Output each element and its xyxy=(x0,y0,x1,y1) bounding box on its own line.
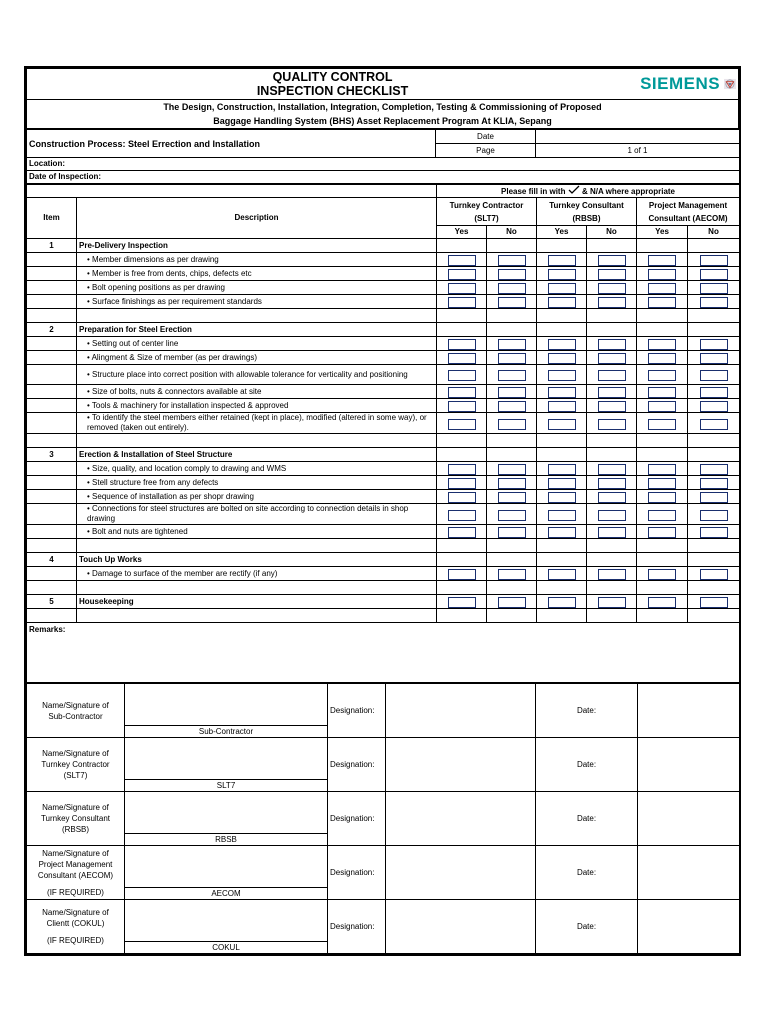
checkbox[interactable] xyxy=(598,569,626,580)
section-header-row xyxy=(27,595,740,609)
inspection-date-field[interactable]: Date of Inspection: xyxy=(27,171,536,184)
section-title: Erection & Installation of Steel Structure xyxy=(77,448,437,462)
checkbox[interactable] xyxy=(648,464,676,475)
signature-row xyxy=(27,792,740,846)
checkbox[interactable] xyxy=(648,569,676,580)
checkbox[interactable] xyxy=(448,419,476,430)
designation-field[interactable] xyxy=(386,900,536,954)
checklist-item-row xyxy=(27,385,740,399)
checkbox[interactable] xyxy=(648,370,676,381)
section-number: 4 xyxy=(27,553,77,567)
checkbox[interactable] xyxy=(448,283,476,294)
checkbox[interactable] xyxy=(498,283,526,294)
checkbox[interactable] xyxy=(548,492,576,503)
signatory-label: Name/Signature of Clientt (COKUL) (IF REQUIRED) xyxy=(27,900,125,954)
checkbox[interactable] xyxy=(498,492,526,503)
date-field[interactable] xyxy=(638,846,740,900)
checkbox[interactable] xyxy=(648,492,676,503)
checklist-item: • Surface finishings as per requirement standards xyxy=(77,295,437,309)
checkbox[interactable] xyxy=(498,510,526,521)
designation-field[interactable] xyxy=(386,846,536,900)
section-title: Touch Up Works xyxy=(77,553,437,567)
checkbox[interactable] xyxy=(700,569,728,580)
spacer-row xyxy=(27,434,740,448)
checkbox[interactable] xyxy=(648,387,676,398)
checkbox[interactable] xyxy=(648,269,676,280)
section-title: Pre-Delivery Inspection xyxy=(77,239,437,253)
checkbox[interactable] xyxy=(700,464,728,475)
designation-label: Designation: xyxy=(328,738,386,792)
checkbox[interactable] xyxy=(700,353,728,364)
checklist-item-row xyxy=(27,567,740,581)
checkbox[interactable] xyxy=(498,419,526,430)
signatory-label: Name/Signature of Turnkey Consultant (RBSB) xyxy=(27,792,125,846)
signature-row xyxy=(27,738,740,792)
checkbox[interactable] xyxy=(548,339,576,350)
checkbox[interactable] xyxy=(448,353,476,364)
checkmark-icon xyxy=(568,185,580,194)
checkbox[interactable] xyxy=(498,569,526,580)
checkbox[interactable] xyxy=(648,297,676,308)
item-header: Item xyxy=(27,198,77,239)
checkbox[interactable] xyxy=(448,478,476,489)
signature-box[interactable] xyxy=(125,900,328,954)
checkbox[interactable] xyxy=(448,387,476,398)
checkbox[interactable] xyxy=(598,419,626,430)
checkbox[interactable] xyxy=(700,387,728,398)
checkbox[interactable] xyxy=(498,339,526,350)
checkbox[interactable] xyxy=(598,478,626,489)
checkbox[interactable] xyxy=(648,255,676,266)
section-header-row xyxy=(27,553,740,567)
checklist-item: • Bolt and nuts are tightened xyxy=(77,525,437,539)
checklist-item: • Sequence of installation as per shopr drawing xyxy=(77,490,437,504)
construction-process: Construction Process: Steel Errection and Installation xyxy=(27,130,436,158)
checklist-body xyxy=(27,239,740,623)
checkbox[interactable] xyxy=(648,478,676,489)
checklist-item: • Size of bolts, nuts & connectors available at site xyxy=(77,385,437,399)
checkbox[interactable] xyxy=(498,527,526,538)
section-number: 3 xyxy=(27,448,77,462)
section-title: Preparation for Steel Erection xyxy=(77,323,437,337)
checklist-item: • Structure place into correct position with allowable tolerance for verticality and positioning xyxy=(77,365,437,385)
checkbox[interactable] xyxy=(498,269,526,280)
checkbox[interactable] xyxy=(700,370,728,381)
section-title: Housekeeping xyxy=(77,595,437,609)
checkbox[interactable] xyxy=(448,339,476,350)
checkbox[interactable] xyxy=(700,527,728,538)
checkbox[interactable] xyxy=(598,510,626,521)
siemens-logo: SIEMENS xyxy=(640,73,736,95)
page-value: 1 of 1 xyxy=(536,144,740,158)
date-field[interactable] xyxy=(638,684,740,738)
checkbox[interactable] xyxy=(548,297,576,308)
checklist-item: • Connections for steel structures are bolted on site according to connection details in shop drawing xyxy=(77,504,437,525)
checkbox[interactable] xyxy=(598,255,626,266)
checkbox[interactable] xyxy=(598,527,626,538)
title-line-2: INSPECTION CHECKLIST xyxy=(256,84,409,98)
checkbox[interactable] xyxy=(700,419,728,430)
date-label: Date: xyxy=(536,684,638,738)
signature-box[interactable] xyxy=(125,738,328,792)
checkbox[interactable] xyxy=(548,353,576,364)
checkbox[interactable] xyxy=(700,492,728,503)
section-number: 1 xyxy=(27,239,77,253)
checkbox[interactable] xyxy=(548,255,576,266)
signature-box-label: SLT7 xyxy=(125,779,327,791)
checklist-item: • To identify the steel members either retained (kept in place), modified (altered in some way), or removed (taken out entirely). xyxy=(77,413,437,434)
checklist-item-row xyxy=(27,476,740,490)
spacer-row xyxy=(27,539,740,553)
signature-box-label: RBSB xyxy=(125,833,327,845)
designation-field[interactable] xyxy=(386,792,536,846)
date-label: Date: xyxy=(536,846,638,900)
checkbox[interactable] xyxy=(700,283,728,294)
checklist-item-row xyxy=(27,413,740,434)
process-table xyxy=(26,129,740,184)
checkbox[interactable] xyxy=(498,255,526,266)
title-line-1: QUALITY CONTROL xyxy=(272,70,393,84)
checklist-item-row xyxy=(27,504,740,525)
project-subtitle: The Design, Construction, Installation, Integration, Completion, Testing & Commissioning of Proposed Baggage Handling System (BHS) Asset Replacement Program At KLIA, Sepang xyxy=(27,100,739,129)
checklist-item: • Member dimensions as per drawing xyxy=(77,253,437,267)
date-label: Date xyxy=(436,130,536,144)
signature-table xyxy=(26,683,740,954)
checkbox[interactable] xyxy=(448,527,476,538)
checkbox[interactable] xyxy=(598,464,626,475)
checklist-item: • Member is free from dents, chips, defects etc xyxy=(77,267,437,281)
designation-field[interactable] xyxy=(386,738,536,792)
signature-row xyxy=(27,900,740,954)
checklist-item: • Size, quality, and location comply to drawing and WMS xyxy=(77,462,437,476)
checklist-item: • Tools & machinery for installation inspected & approved xyxy=(77,399,437,413)
checkbox[interactable] xyxy=(448,401,476,412)
checkbox[interactable] xyxy=(648,527,676,538)
date-value[interactable] xyxy=(536,130,740,144)
checklist-item-row xyxy=(27,525,740,539)
section-number: 5 xyxy=(27,595,77,609)
yes-header: Yes xyxy=(437,226,487,239)
checkbox[interactable] xyxy=(548,569,576,580)
checkbox[interactable] xyxy=(548,464,576,475)
designation-field[interactable] xyxy=(386,684,536,738)
checklist-item: • Damage to surface of the member are rectify (if any) xyxy=(77,567,437,581)
checklist-item: • Stell structure free from any defects xyxy=(77,476,437,490)
signature-box[interactable] xyxy=(125,792,328,846)
checklist-item: • Bolt opening positions as per drawing xyxy=(77,281,437,295)
checklist-item: • Alingment & Size of member (as per drawings) xyxy=(77,351,437,365)
section-header-row xyxy=(27,239,740,253)
signature-box[interactable] xyxy=(125,846,328,900)
checkbox[interactable] xyxy=(548,527,576,538)
checkbox[interactable] xyxy=(448,255,476,266)
checkbox[interactable] xyxy=(700,401,728,412)
checkbox[interactable] xyxy=(598,283,626,294)
checkbox[interactable] xyxy=(498,387,526,398)
checkbox[interactable] xyxy=(598,353,626,364)
checklist-item-row xyxy=(27,490,740,504)
checkbox[interactable] xyxy=(548,510,576,521)
spacer-row xyxy=(27,581,740,595)
siemens-mark-icon xyxy=(724,73,736,95)
checkbox[interactable] xyxy=(448,569,476,580)
checkbox[interactable] xyxy=(548,370,576,381)
date-field[interactable] xyxy=(638,738,740,792)
checkbox[interactable] xyxy=(498,597,526,608)
turnkey-consultant-header: Turnkey Consultant (RBSB) xyxy=(537,198,637,226)
page-label: Page xyxy=(436,144,536,158)
signature-box-label: AECOM xyxy=(125,887,327,899)
checklist-item-row xyxy=(27,253,740,267)
checkbox[interactable] xyxy=(548,269,576,280)
signature-row xyxy=(27,684,740,738)
designation-label: Designation: xyxy=(328,792,386,846)
checkbox[interactable] xyxy=(700,339,728,350)
checkbox[interactable] xyxy=(498,464,526,475)
checkbox[interactable] xyxy=(648,401,676,412)
date-label: Date: xyxy=(536,900,638,954)
checkbox[interactable] xyxy=(548,283,576,294)
checkbox[interactable] xyxy=(598,492,626,503)
checkbox[interactable] xyxy=(598,370,626,381)
checkbox[interactable] xyxy=(498,370,526,381)
section-header-row xyxy=(27,323,740,337)
checkbox[interactable] xyxy=(448,492,476,503)
checkbox[interactable] xyxy=(448,269,476,280)
checkbox[interactable] xyxy=(648,283,676,294)
checkbox[interactable] xyxy=(448,464,476,475)
checkbox[interactable] xyxy=(598,297,626,308)
turnkey-contractor-header: Turnkey Contractor (SLT7) xyxy=(437,198,537,226)
checkbox[interactable] xyxy=(598,269,626,280)
fill-instruction: Please fill in with & N/A where appropriate xyxy=(437,185,740,198)
no-header: No xyxy=(688,226,740,239)
checkbox[interactable] xyxy=(448,597,476,608)
designation-label: Designation: xyxy=(328,900,386,954)
section-number: 2 xyxy=(27,323,77,337)
signature-row xyxy=(27,846,740,900)
checkbox[interactable] xyxy=(548,387,576,398)
checklist-item-row xyxy=(27,295,740,309)
checkbox[interactable] xyxy=(598,387,626,398)
signature-box-label: COKUL xyxy=(125,941,327,953)
checklist-item-row xyxy=(27,351,740,365)
description-header: Description xyxy=(77,198,437,239)
checkbox[interactable] xyxy=(700,255,728,266)
checkbox[interactable] xyxy=(548,478,576,489)
checkbox[interactable] xyxy=(648,419,676,430)
checkbox[interactable] xyxy=(548,401,576,412)
checklist-item-row xyxy=(27,281,740,295)
checkbox[interactable] xyxy=(598,401,626,412)
signatory-label: Name/Signature of Project Management Consultant (AECOM) (IF REQUIRED) xyxy=(27,846,125,900)
inspection-checklist xyxy=(24,66,741,956)
checklist-item-row xyxy=(27,399,740,413)
designation-label: Designation: xyxy=(328,846,386,900)
pm-consultant-header: Project Management Consultant (AECOM) xyxy=(637,198,740,226)
signatory-label: Name/Signature of Turnkey Contractor (SLT7) xyxy=(27,738,125,792)
location-field[interactable]: Location: xyxy=(27,158,740,171)
checkbox[interactable] xyxy=(648,510,676,521)
no-header: No xyxy=(587,226,637,239)
checkbox[interactable] xyxy=(700,269,728,280)
checkbox[interactable] xyxy=(598,339,626,350)
logo-cell xyxy=(638,69,738,100)
checkbox[interactable] xyxy=(648,339,676,350)
checklist-item: • Setting out of center line xyxy=(77,337,437,351)
checklist-item-row xyxy=(27,365,740,385)
checkbox[interactable] xyxy=(448,370,476,381)
checkbox[interactable] xyxy=(700,297,728,308)
checkbox[interactable] xyxy=(498,401,526,412)
checkbox[interactable] xyxy=(648,353,676,364)
date-field[interactable] xyxy=(638,900,740,954)
header-table xyxy=(26,68,739,129)
yes-header: Yes xyxy=(537,226,587,239)
yes-header: Yes xyxy=(637,226,688,239)
date-field[interactable] xyxy=(638,792,740,846)
date-label: Date: xyxy=(536,738,638,792)
signatory-label: Name/Signature of Sub-Contractor xyxy=(27,684,125,738)
signature-box-label: Sub-Contractor xyxy=(125,725,327,737)
checkbox[interactable] xyxy=(448,297,476,308)
checkbox[interactable] xyxy=(498,478,526,489)
checkbox[interactable] xyxy=(548,419,576,430)
document-title xyxy=(27,69,639,100)
checkbox[interactable] xyxy=(648,597,676,608)
designation-label: Designation: xyxy=(328,684,386,738)
checkbox[interactable] xyxy=(548,597,576,608)
date-label: Date: xyxy=(536,792,638,846)
checklist-item-row xyxy=(27,462,740,476)
checkbox[interactable] xyxy=(700,478,728,489)
spacer-row xyxy=(27,609,740,623)
checkbox[interactable] xyxy=(498,297,526,308)
signature-box[interactable] xyxy=(125,684,328,738)
spacer-row xyxy=(27,309,740,323)
checklist-table xyxy=(26,184,740,683)
remarks-field[interactable]: Remarks: xyxy=(27,623,740,683)
checkbox[interactable] xyxy=(598,597,626,608)
section-header-row xyxy=(27,448,740,462)
checkbox[interactable] xyxy=(498,353,526,364)
checkbox[interactable] xyxy=(448,510,476,521)
checkbox[interactable] xyxy=(700,597,728,608)
no-header: No xyxy=(487,226,537,239)
checklist-item-row xyxy=(27,337,740,351)
checkbox[interactable] xyxy=(700,510,728,521)
checklist-item-row xyxy=(27,267,740,281)
